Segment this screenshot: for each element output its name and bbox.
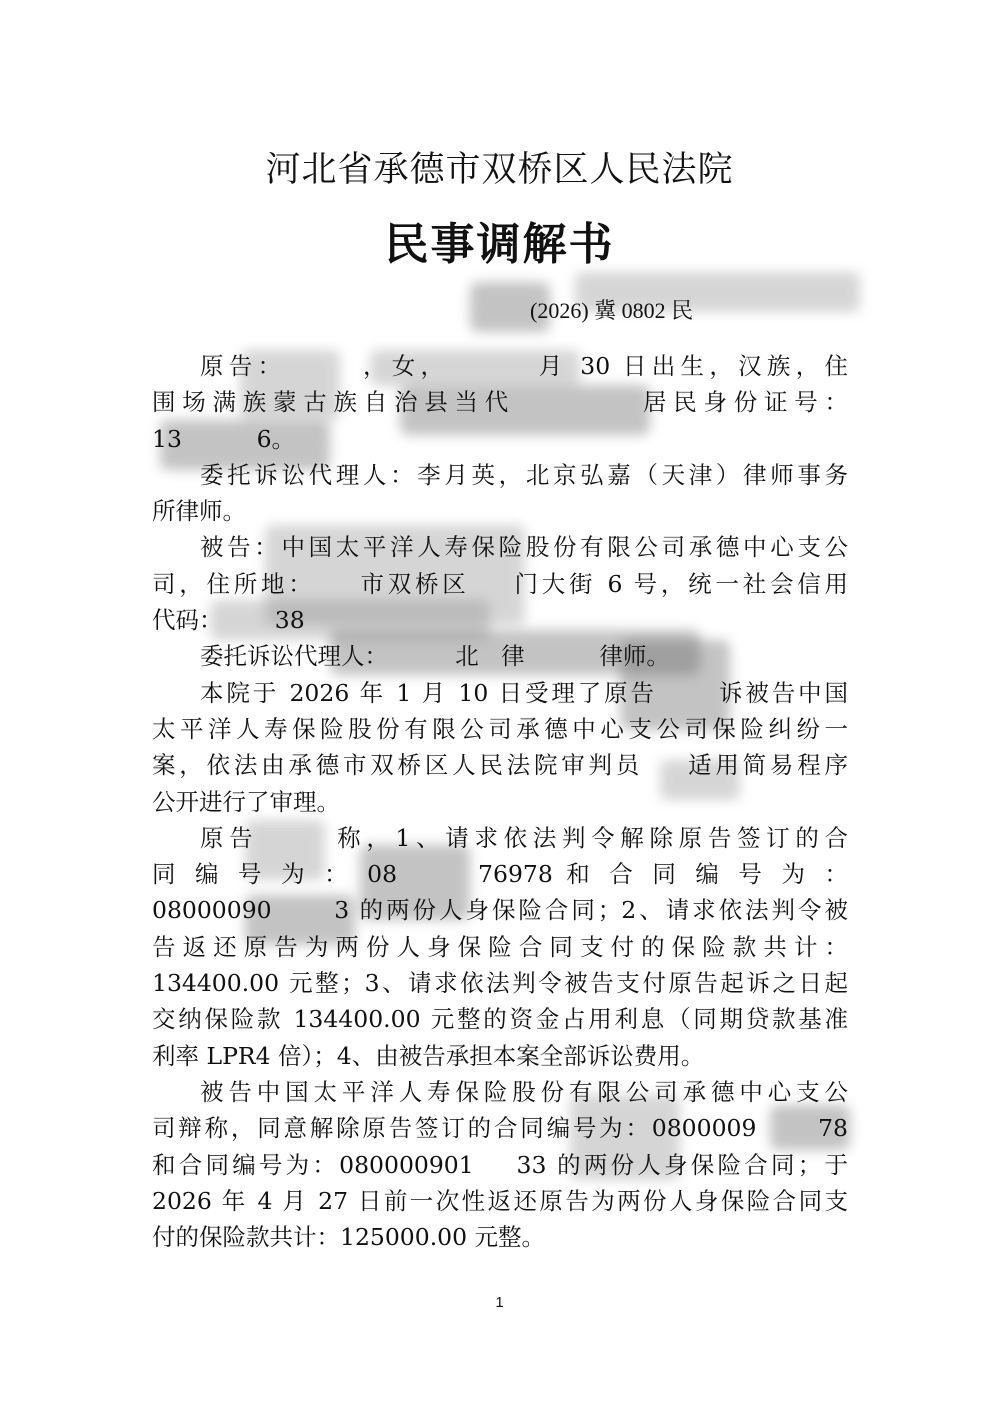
text-line: 交纳保险款 134400.00 元整的资金占用利息（同期贷款基准 bbox=[152, 1005, 848, 1034]
case-number: (2026) 冀 0802 民 bbox=[530, 298, 694, 323]
text-line: 案，依法由承德市双桥区人民法院审判员 适用简易程序 bbox=[152, 751, 848, 780]
text-line: 付的保险款共计：125000.00 元整。 bbox=[152, 1223, 546, 1252]
text-line: 代码： 38 bbox=[152, 606, 305, 635]
text-line: 原告 称，1、请求依法判令解除原告签订的合 bbox=[200, 823, 848, 852]
text-line: 被告中国太平洋人寿保险股份有限公司承德中心支公 bbox=[200, 1077, 848, 1106]
text-line: 2026 年 4 月 27 日前一次性返还原告为两份人身保险合同支 bbox=[152, 1186, 848, 1215]
text-line: 被告：中国太平洋人寿保险股份有限公司承德中心支公 bbox=[200, 533, 848, 562]
text-line: 告返还原告为两份人身保险合同支付的保险款共计： bbox=[152, 932, 848, 961]
text-line: 本院于 2026 年 1 月 10 日受理了原告 诉被告中国 bbox=[200, 678, 848, 707]
text-line: 和合同编号为：080000901 33 的两份人身保险合同；于 bbox=[152, 1150, 848, 1179]
page-number: 1 bbox=[495, 1294, 504, 1311]
text-line: 委托诉讼代理人：李月英，北京弘嘉（天津）律师事务 bbox=[200, 460, 848, 489]
text-line: 公开进行了审理。 bbox=[152, 787, 340, 816]
text-line: 围场满族蒙古族自治县当代 居民身份证号： bbox=[152, 388, 848, 417]
court-name: 河北省承德市双桥区人民法院 bbox=[265, 150, 734, 190]
text-line: 原告： ，女， 月 30 日出生，汉族，住 bbox=[200, 352, 848, 380]
text-line: 13 6。 bbox=[152, 424, 296, 453]
text-line: 太平洋人寿保险股份有限公司承德中心支公司保险纠纷一 bbox=[152, 714, 848, 743]
document-title: 民事调解书 bbox=[384, 219, 615, 270]
document-body bbox=[152, 348, 848, 1255]
text-line: 所律师。 bbox=[152, 497, 246, 526]
text-line: 利率 LPR4 倍）；4、由被告承担本案全部诉讼费用。 bbox=[152, 1041, 705, 1070]
text-line: 委托诉讼代理人： 北 律 律师。 bbox=[200, 642, 670, 671]
text-line: 08000090 3 的两份人身保险合同；2、请求依法判令被 bbox=[152, 896, 848, 925]
text-line: 司辩称，同意解除原告签订的合同编号为：0800009 78 bbox=[152, 1114, 848, 1143]
text-line: 134400.00 元整；3、请求依法判令被告支付原告起诉之日起 bbox=[152, 969, 848, 998]
text-line: 同 编 号 为 ： 08 76978 和 合 同 编 号 为 ： bbox=[152, 860, 848, 889]
text-line: 司，住所地： 市双桥区 门大街 6 号，统一社会信用 bbox=[152, 569, 848, 598]
